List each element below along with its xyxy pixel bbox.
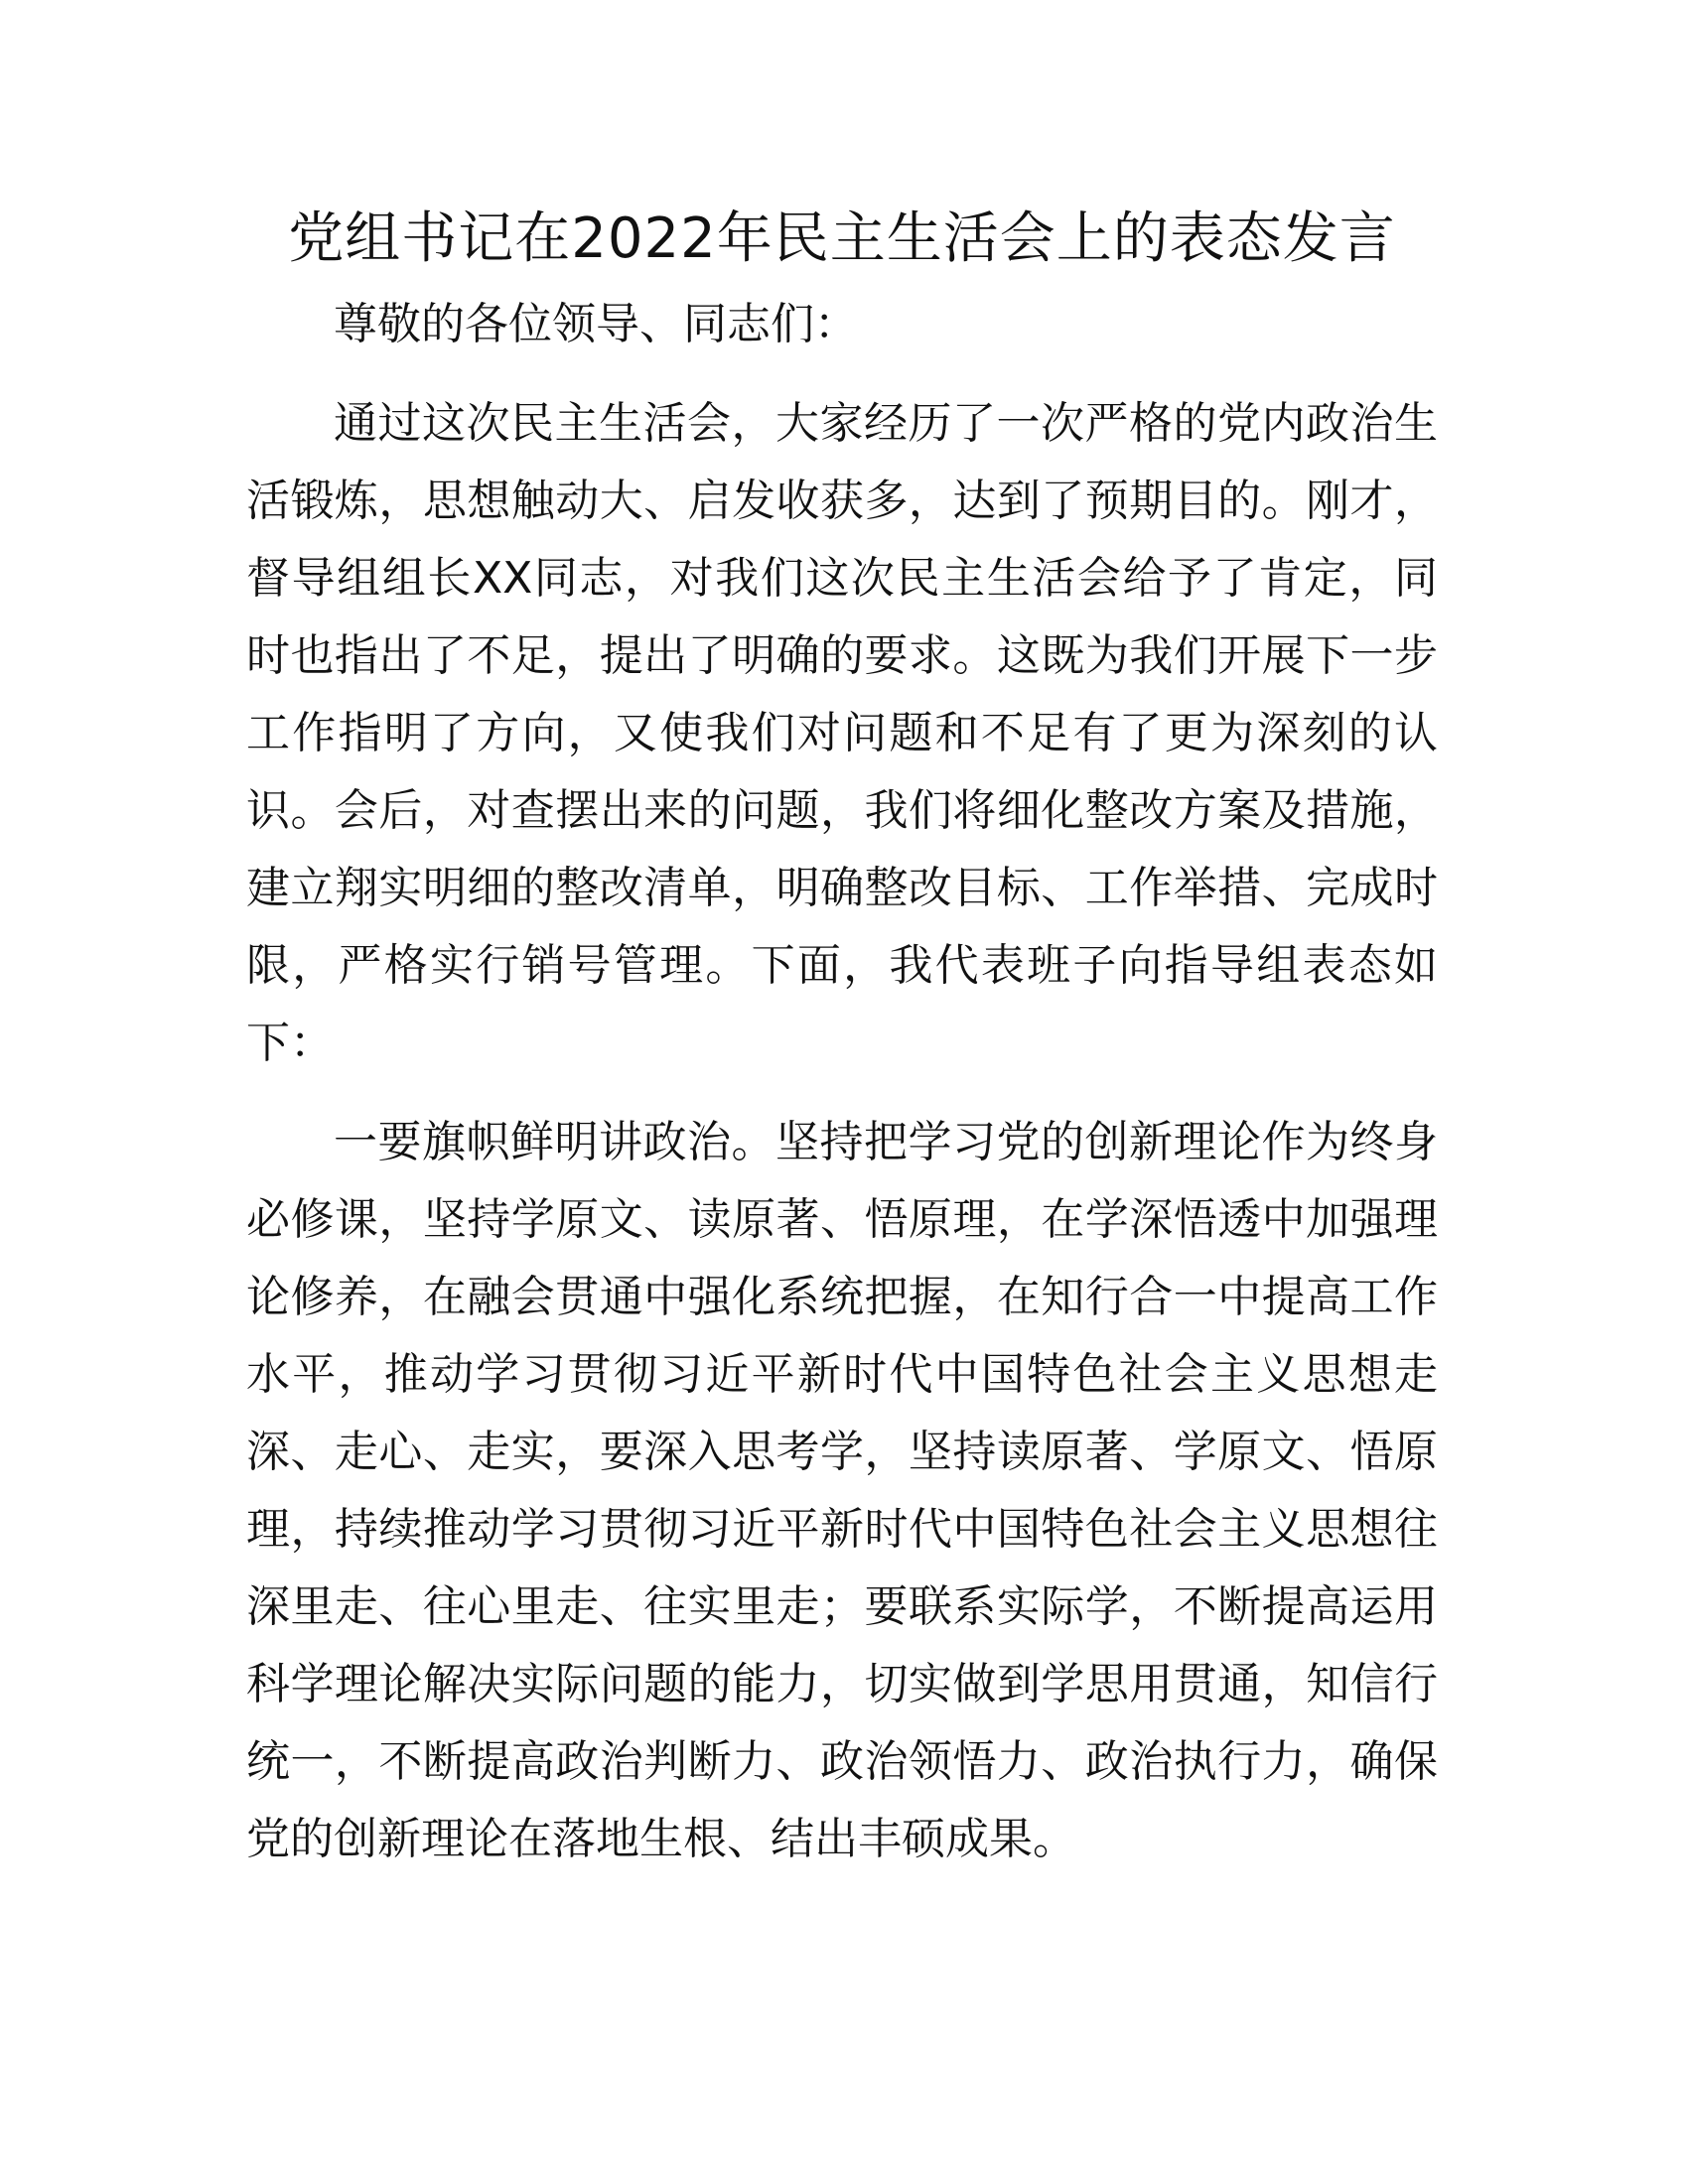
document-body [246,195,1438,1878]
document-title: 党组书记在2022年民主生活会上的表态发言 [288,206,1396,271]
paragraph-opening: 通过这次民主生活会，大家经历了一次严格的党内政治生活锻炼，思想触动大、启发收获多，达到了预期目的。刚才，督导组组长XX同志，对我们这次民主生活会给予了肯定，同时也指出了不足，提出了明确的要求。这既为我们开展下一步工作指明了方向，又使我们对问题和不足有了更为深刻的认识。会后，对查摆出来的问题，我们将细化整改方案及措施，建立翔实明细的整改清单，明确整改目标、工作举措、完成时限，严格实行销号管理。下面，我代表班子向指导组表态如下： [246,398,1438,1068]
paragraph-point-one: 一要旗帜鲜明讲政治。坚持把学习党的创新理论作为终身必修课，坚持学原文、读原著、悟原理，在学深悟透中加强理论修养，在融会贯通中强化系统把握，在知行合一中提高工作水平，推动学习贯彻习近平新时代中国特色社会主义思想走深、走心、走实，要深入思考学，坚持读原著、学原文、悟原理，持续推动学习贯彻习近平新时代中国特色社会主义思想往深里走、往心里走、往实里走；要联系实际学，不断提高运用科学理论解决实际问题的能力，切实做到学思用贯通，知信行统一，不断提高政治判断力、政治领悟力、政治执行力，确保党的创新理论在落地生根、结出丰硕成果。 [246,1117,1438,1864]
salutation: 尊敬的各位领导、同志们： [334,299,858,349]
